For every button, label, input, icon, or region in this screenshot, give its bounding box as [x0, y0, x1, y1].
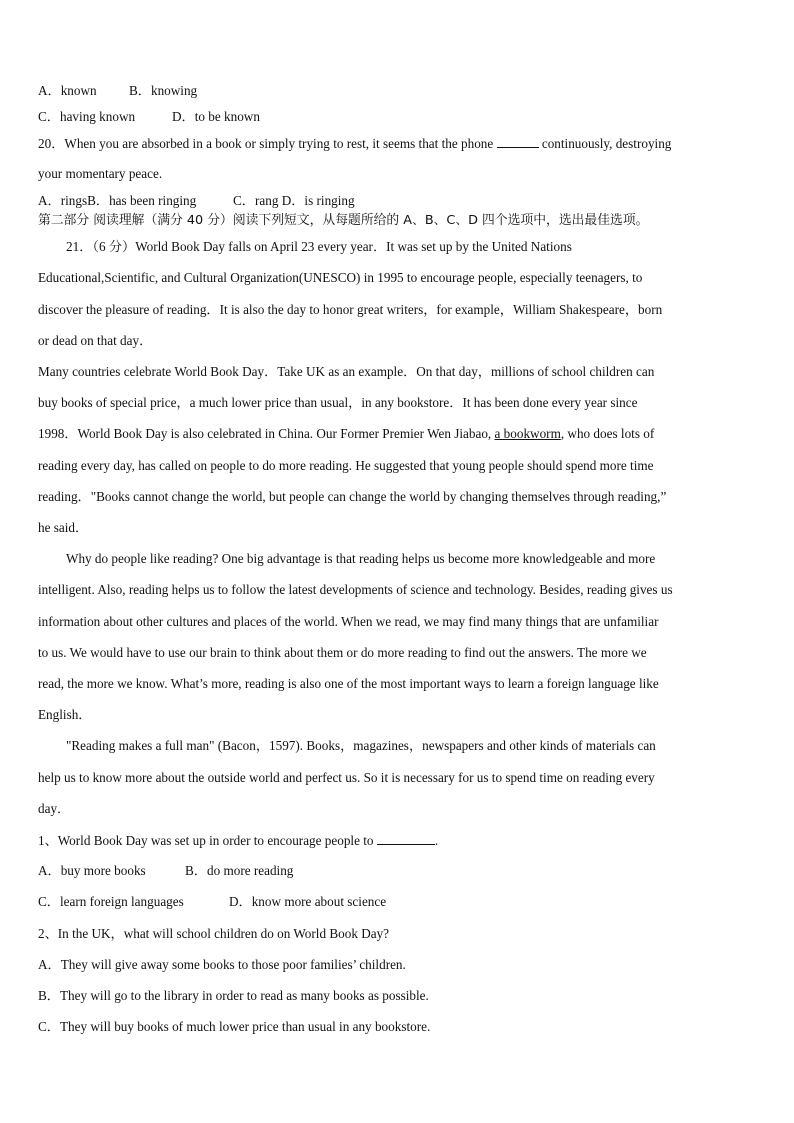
question2-stem: 2、In the UK，what will school children do on World Book Day?: [38, 926, 390, 941]
passage-p3-line-4: to us. We would have to use our brain to think about them or do more reading to find out the answers. The more we: [38, 645, 647, 660]
question1-option-c: C．learn foreign languages: [38, 894, 184, 909]
q20-answer-blank: [497, 135, 539, 148]
q20-option-c: C．rang D．is ringing: [233, 193, 355, 208]
question1-options-row-2: [38, 894, 386, 910]
passage-p1-line-2: Educational,Scientific, and Cultural Organization(UNESCO) in 1995 to encourage people, especially teenagers, to: [38, 270, 643, 285]
passage-p2-line-4: reading every day, has called on people to do more reading. He suggested that young people should spend more time: [38, 458, 654, 473]
question1-option-b: B．do more reading: [185, 863, 294, 878]
question1-stem-after: .: [434, 833, 439, 848]
q20-options-ab: A．ringsB．has been ringing: [38, 193, 197, 208]
passage-p2-line-1: Many countries celebrate World Book Day．Take UK as an example．On that day，millions of school children can: [38, 364, 655, 379]
q20-stem-before: 20．When you are absorbed in a book or simply trying to rest, it seems that the phone: [38, 136, 497, 151]
q19-option-a: A．known: [38, 83, 97, 98]
q19-option-d: D．to be known: [172, 109, 260, 124]
section2-header: 第二部分 阅读理解（满分 40 分）阅读下列短文，从每题所给的 A、B、C、D 四个选项中，选出最佳选项。: [38, 213, 649, 228]
q19-option-c: C．having known: [38, 109, 136, 124]
passage-p4-line-2: help us to know more about the outside world and perfect us. So it is necessary for us to spend time on reading every: [38, 770, 655, 785]
question1-options-row-1: [38, 863, 293, 879]
underlined-phrase-bookworm: a bookworm: [494, 426, 561, 441]
passage-p2-line-3-before: 1998．World Book Day is also celebrated in China. Our Former Premier Wen Jiabao,: [38, 426, 495, 441]
passage-p3-line-2: intelligent. Also, reading helps us to follow the latest developments of science and technology. Besides, reading gives us: [38, 582, 673, 597]
q19-options-row-2: [38, 109, 260, 125]
q20-options-row: [38, 193, 355, 209]
question2-option-c: C．They will buy books of much lower price than usual in any bookstore.: [38, 1019, 431, 1034]
passage-p1-line-4: or dead on that day．: [38, 333, 153, 348]
passage-p3-line-5: read, the more we know. What’s more, reading is also one of the most important ways to learn a foreign language like: [38, 676, 659, 691]
passage-p2-line-5: reading．"Books cannot change the world, but people can change the world by changing themselves through reading,”: [38, 489, 667, 504]
question1-option-a: A．buy more books: [38, 863, 146, 878]
q20-stem-line-1: [38, 135, 671, 152]
question1-stem: [38, 832, 438, 849]
passage-p3-line-6: English．: [38, 707, 92, 722]
passage-p4-line-3: day．: [38, 801, 71, 816]
passage-p3-line-3: information about other cultures and places of the world. When we read, we may find many things that are unfamiliar: [38, 614, 659, 629]
q20-stem-line-2: your momentary peace.: [38, 166, 163, 181]
question2-option-a: A．They will give away some books to those poor families’ children.: [38, 957, 406, 972]
passage-p2-line-3: [38, 426, 654, 442]
q19-option-b: B．knowing: [129, 83, 198, 98]
question2-option-b: B．They will go to the library in order to read as many books as possible.: [38, 988, 429, 1003]
passage-p2-line-3-after: , who does lots of: [560, 426, 655, 441]
passage-p4-line-1: "Reading makes a full man" (Bacon，1597). Books，magazines，newspapers and other kinds of materials can: [66, 738, 656, 753]
q20-stem-after: continuously, destroying: [538, 136, 672, 151]
passage-p2-line-6: he said．: [38, 520, 89, 535]
passage-p2-line-2: buy books of special price，a much lower price than usual，in any bookstore．It has been done every year since: [38, 395, 638, 410]
question1-stem-before: 1、World Book Day was set up in order to encourage people to: [38, 833, 377, 848]
passage-p3-line-1: Why do people like reading? One big advantage is that reading helps us become more knowledgeable and more: [66, 551, 656, 566]
question1-option-d: D．know more about science: [229, 894, 387, 909]
question1-answer-blank: [377, 832, 435, 845]
passage-p1-line-3: discover the pleasure of reading．It is also the day to honor great writers，for example，William Shakespeare，born: [38, 302, 663, 317]
passage-p1-line-1: 21．（6 分）World Book Day falls on April 23 every year．It was set up by the United Nations: [66, 239, 572, 254]
q19-options-row-1: [38, 83, 197, 99]
